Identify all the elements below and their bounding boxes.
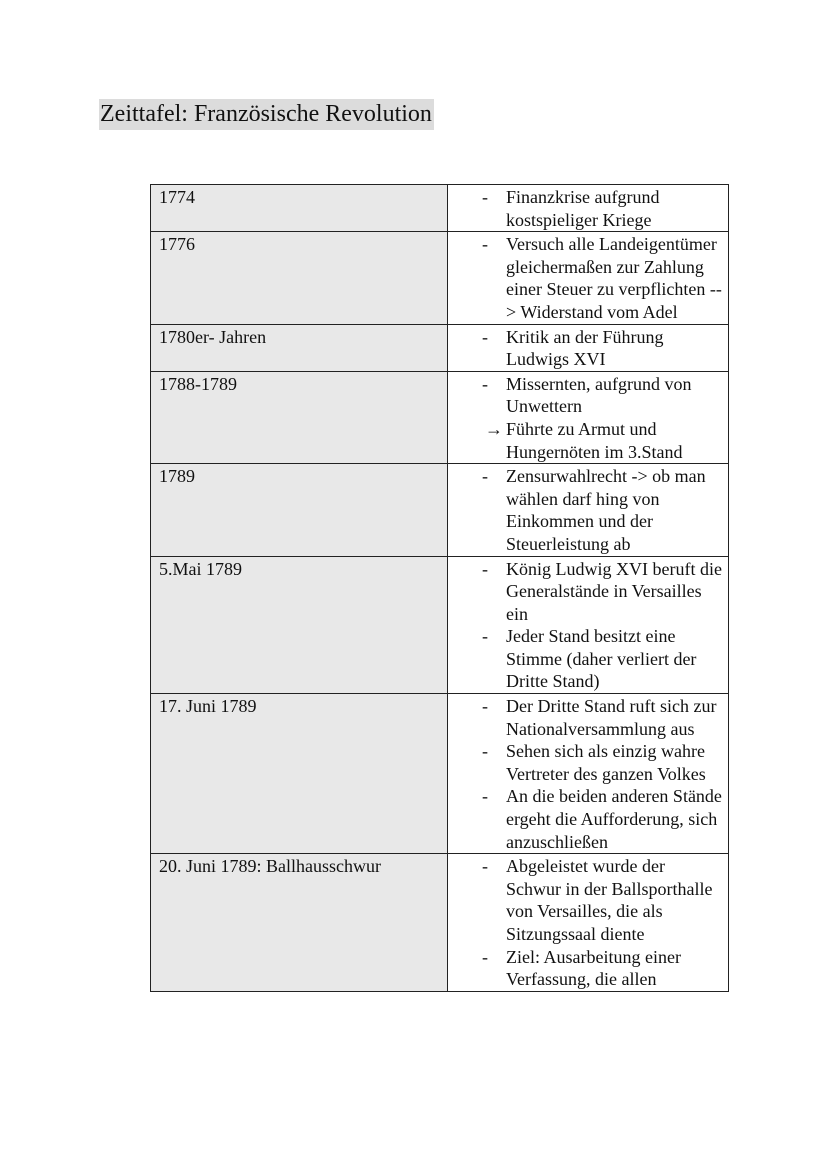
event-cell	[448, 232, 729, 324]
event-item	[448, 373, 722, 418]
event-text: Zensurwahlrecht -> ob man wählen darf hing von Einkommen und der Steuerleistung ab	[506, 466, 706, 554]
event-item	[448, 946, 722, 991]
date-cell: 20. Juni 1789: Ballhausschwur	[151, 854, 448, 992]
table-row	[151, 694, 729, 854]
page-title: Zeittafel: Französische Revolution	[99, 99, 434, 130]
bullet-dash: -	[482, 187, 488, 207]
date-cell: 1774	[151, 185, 448, 232]
bullet-dash: -	[482, 696, 488, 717]
event-cell	[448, 464, 729, 556]
event-item	[448, 465, 722, 555]
table-row	[151, 556, 729, 694]
timeline-body	[151, 185, 729, 992]
date-cell: 1789	[151, 464, 448, 556]
bullet-dash: -	[482, 326, 488, 347]
event-cell	[448, 556, 729, 694]
table-row	[151, 854, 729, 992]
event-cell	[448, 324, 729, 371]
event-item	[448, 233, 722, 323]
event-text: Missernten, aufgrund von Unwettern	[506, 373, 692, 417]
event-text: Jeder Stand besitzt eine Stimme (daher verliert der Dritte Stand)	[506, 626, 697, 692]
event-text: Kritik an der Führung Ludwigs XVI	[506, 326, 664, 370]
table-row	[151, 232, 729, 324]
event-text: Der Dritte Stand ruft sich zur Nationalversammlung aus	[506, 696, 717, 739]
bullet-dash: -	[482, 741, 488, 762]
table-row	[151, 324, 729, 371]
table-row	[151, 371, 729, 463]
event-text: König Ludwig XVI beruft die Generalstände in Versailles ein	[506, 558, 722, 624]
event-item	[448, 418, 722, 463]
event-item	[448, 855, 722, 945]
date-cell: 1788-1789	[151, 371, 448, 463]
event-item	[448, 625, 722, 693]
event-cell	[448, 694, 729, 854]
bullet-dash: -	[482, 466, 488, 487]
event-text: Abgeleistet wurde der Schwur in der Ballsporthalle von Versailles, die als Sitzungssaal diente	[506, 856, 713, 944]
bullet-dash: -	[482, 558, 488, 579]
event-cell	[448, 854, 729, 992]
bullet-dash: -	[482, 786, 488, 807]
event-text: Ziel: Ausarbeitung einer Verfassung, die allen	[506, 946, 681, 990]
event-cell	[448, 371, 729, 463]
event-item	[448, 740, 722, 785]
event-item	[448, 695, 722, 740]
event-cell	[448, 185, 729, 232]
bullet-dash: -	[482, 234, 488, 255]
date-cell: 17. Juni 1789	[151, 694, 448, 854]
event-item	[448, 785, 722, 853]
event-text: Finanzkrise aufgrund kostspieliger Kriege	[506, 187, 660, 230]
date-cell: 1776	[151, 232, 448, 324]
arrow-icon: →	[485, 418, 503, 439]
date-cell: 1780er- Jahren	[151, 324, 448, 371]
event-text: An die beiden anderen Stände ergeht die Aufforderung, sich anzuschließen	[506, 786, 722, 852]
table-row	[151, 464, 729, 556]
bullet-dash: -	[482, 946, 488, 967]
bullet-dash: -	[482, 856, 488, 877]
bullet-dash: -	[482, 626, 488, 647]
table-row	[151, 185, 729, 232]
timeline-table	[150, 184, 729, 992]
event-item	[448, 558, 722, 626]
event-text: Sehen sich als einzig wahre Vertreter des ganzen Volkes	[506, 741, 706, 784]
event-text: Versuch alle Landeigentümer gleichermaßen zur Zahlung einer Steuer zu verpflichten --> Widerstand vom Adel	[506, 234, 722, 322]
event-text: Führte zu Armut und Hungernöten im 3.Stand	[506, 418, 683, 462]
event-item	[448, 186, 722, 231]
event-item	[448, 326, 722, 371]
date-cell: 5.Mai 1789	[151, 556, 448, 694]
bullet-dash: -	[482, 373, 488, 394]
